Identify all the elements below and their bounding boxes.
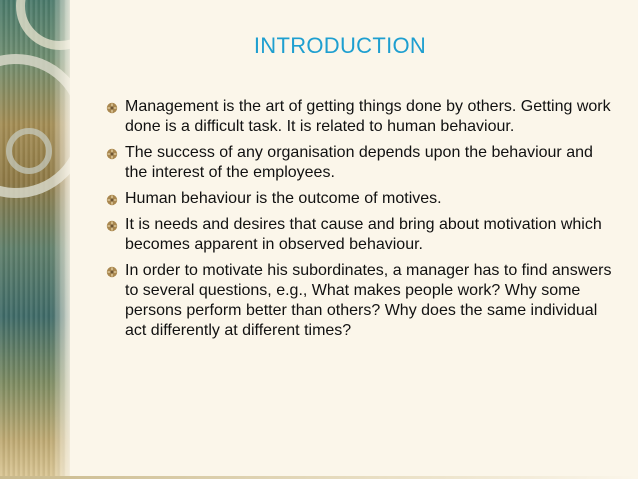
bullet-item: [103, 215, 613, 255]
decorative-ring-large: [0, 54, 70, 198]
bullet-list: [103, 97, 613, 347]
decorative-ring-small: [6, 128, 52, 174]
bullet-item: [103, 143, 613, 183]
bullet-text: It is needs and desires that cause and bring about motivation which becomes apparent in observed behaviour.: [125, 216, 602, 253]
decorative-ring-top: [16, 0, 70, 50]
bullet-item: [103, 189, 613, 209]
ornament-bullet-icon: [106, 194, 118, 206]
decorative-side-band: [0, 0, 70, 479]
ornament-bullet-icon: [106, 148, 118, 160]
bullet-text: Human behaviour is the outcome of motives.: [125, 190, 442, 207]
bullet-item: [103, 97, 613, 137]
bullet-text: Management is the art of getting things done by others. Getting work done is a difficult task. It is related to human behaviour.: [125, 98, 611, 135]
slide-title: INTRODUCTION: [253, 33, 427, 58]
ornament-bullet-icon: [106, 102, 118, 114]
bullet-text: In order to motivate his subordinates, a manager has to find answers to several questions, e.g., What makes people work? Why some persons perform better than others? Why does the same individual act differently at different times?: [125, 262, 612, 339]
ornament-bullet-icon: [106, 220, 118, 232]
bullet-item: [103, 261, 613, 341]
bullet-text: The success of any organisation depends upon the behaviour and the interest of the employees.: [125, 144, 593, 181]
ornament-bullet-icon: [106, 266, 118, 278]
